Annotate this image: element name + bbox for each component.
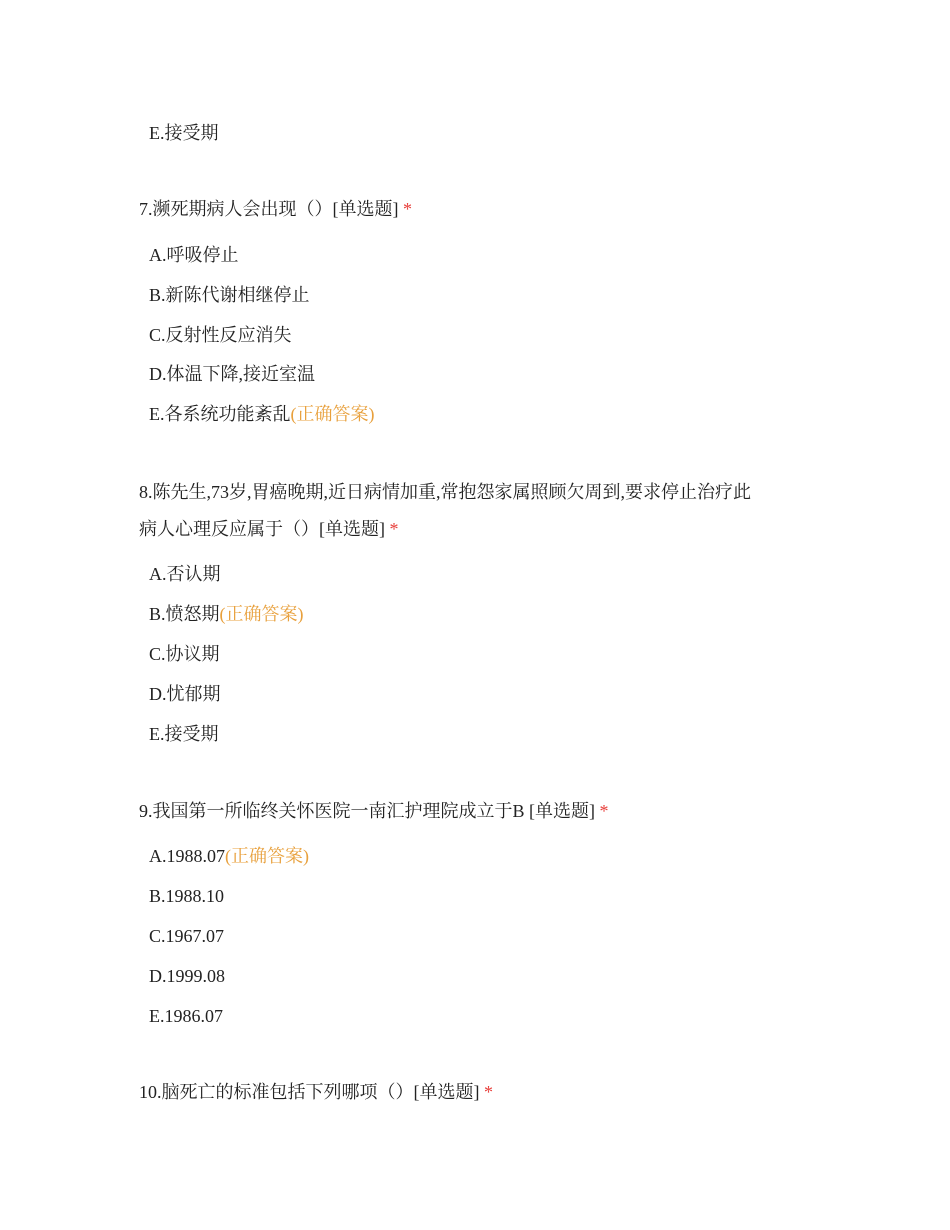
option-text: B.新陈代谢相继停止 (149, 285, 310, 305)
option-text: E.接受期 (149, 123, 219, 143)
question-title (139, 480, 751, 504)
option-item[interactable] (149, 121, 219, 145)
option-item[interactable] (149, 1004, 223, 1028)
option-item[interactable] (149, 402, 375, 426)
option-text: E.接受期 (149, 724, 219, 744)
option-text: E.1986.07 (149, 1006, 223, 1026)
option-item[interactable] (149, 642, 220, 666)
option-text: C.反射性反应消失 (149, 325, 292, 345)
question-title (139, 799, 609, 823)
question-title (139, 1080, 493, 1104)
option-text: C.协议期 (149, 644, 220, 664)
option-text: A.否认期 (149, 564, 221, 584)
correct-answer-tag: (正确答案) (290, 404, 375, 424)
correct-answer-tag: (正确答案) (219, 604, 304, 624)
option-item[interactable] (149, 323, 292, 347)
option-text: B.1988.10 (149, 886, 225, 906)
option-item[interactable] (149, 924, 224, 948)
question-title-continued (139, 517, 399, 541)
option-text: E.各系统功能紊乱 (149, 404, 291, 424)
option-text: D.体温下降,接近室温 (149, 364, 315, 384)
question-title (139, 197, 412, 221)
option-text: B.愤怒期 (149, 604, 220, 624)
required-asterisk: * (484, 1082, 493, 1102)
option-text: D.忧郁期 (149, 684, 221, 704)
option-item[interactable] (149, 602, 304, 626)
option-text: C.1967.07 (149, 926, 225, 946)
option-item[interactable] (149, 243, 239, 267)
required-asterisk: * (389, 519, 399, 539)
required-asterisk: * (599, 801, 609, 821)
option-item[interactable] (149, 362, 315, 386)
option-item[interactable] (149, 562, 221, 586)
option-item[interactable] (149, 682, 221, 706)
required-asterisk: * (403, 199, 412, 219)
option-text: A.呼吸停止 (149, 245, 239, 265)
question-text: 病人心理反应属于（）[单选题] (139, 519, 385, 539)
correct-answer-tag: (正确答案) (225, 846, 309, 866)
option-text: A.1988.07 (149, 846, 225, 866)
option-text: D.1999.08 (149, 966, 225, 986)
option-item[interactable] (149, 884, 224, 908)
question-text: 7.濒死期病人会出现（）[单选题] (139, 199, 399, 219)
option-item[interactable] (149, 844, 309, 868)
question-text: 9.我国第一所临终关怀医院一南汇护理院成立于B [单选题] (139, 801, 595, 821)
option-item[interactable] (149, 722, 219, 746)
option-item[interactable] (149, 964, 225, 988)
option-item[interactable] (149, 283, 310, 307)
question-text: 8.陈先生,73岁,胃癌晚期,近日病情加重,常抱怨家属照顾欠周到,要求停止治疗此 (139, 482, 751, 502)
question-text: 10.脑死亡的标准包括下列哪项（）[单选题] (139, 1082, 480, 1102)
